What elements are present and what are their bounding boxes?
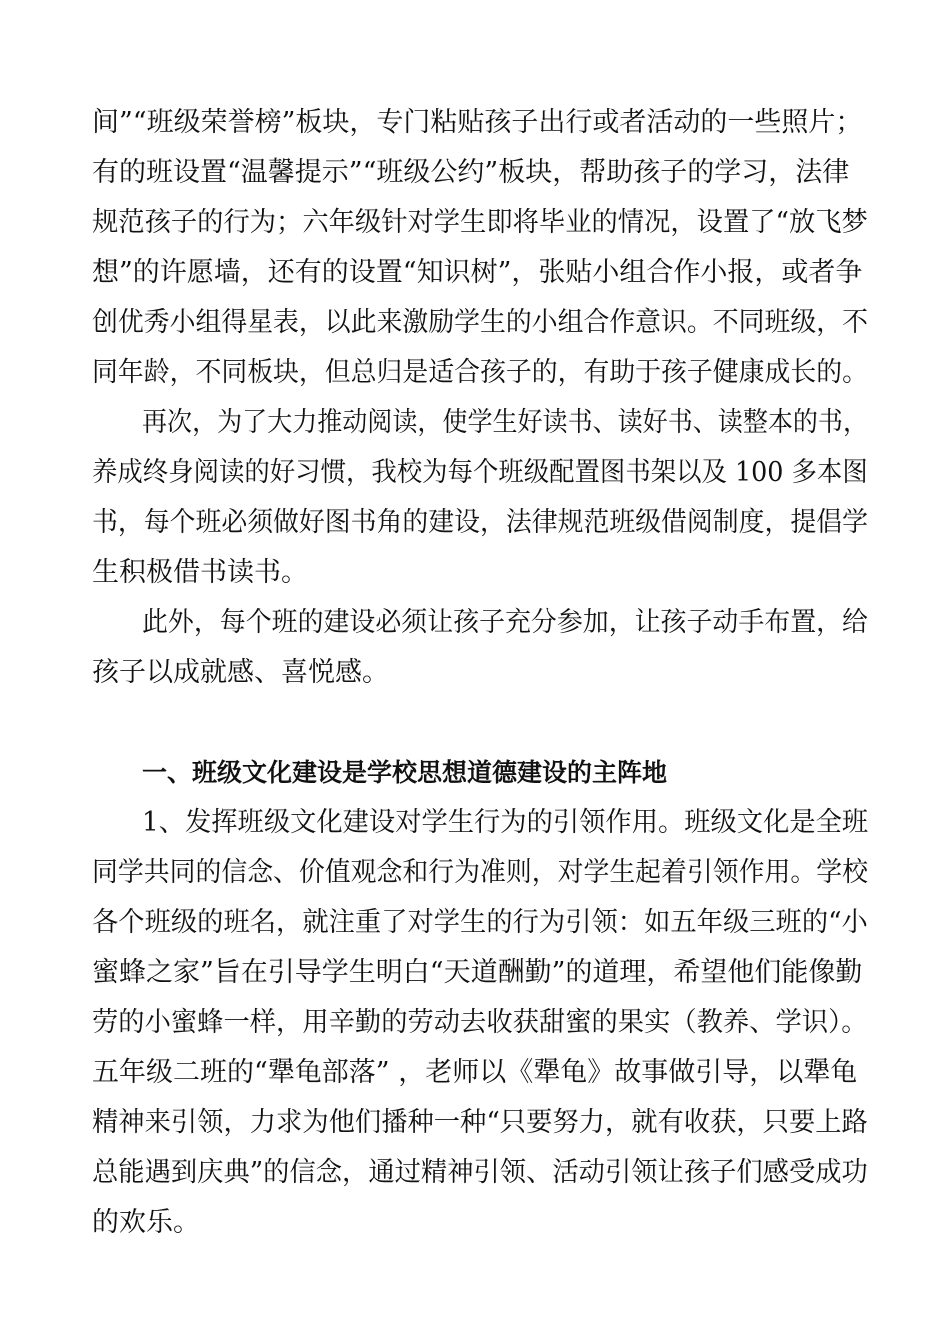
line-text: 间”“班级荣誉榜”板块，专门粘贴孩子出行或者活动的一些照片； [92,107,863,138]
line-text: 想”的许愿墙，还有的设置“知识树”，张贴小组合作小报，或者争 [92,257,863,288]
text-line [0,953,950,993]
line-text: 规范孩子的行为；六年级针对学生即将毕业的情况，设置了“放飞梦 [92,207,868,238]
text-line [0,1203,950,1243]
line-text: 书，每个班必须做好图书角的建设，法律规范班级借阅制度，提倡学 [92,507,868,538]
text-line [0,103,950,143]
line-text: 创优秀小组得星表，以此来激励学生的小组合作意识。不同班级，不 [92,307,868,338]
text-line [0,1153,950,1193]
text-line [0,203,950,243]
line-text: 各个班级的班名，就注重了对学生的行为引领：如五年级三班的“小 [92,907,868,938]
text-line [0,553,950,593]
text-line [0,903,950,943]
text-line [0,503,950,543]
line-text: 五年级二班的“犟龟部落” ，老师以《犟龟》故事做引导，以犟龟 [92,1057,858,1088]
text-line [0,303,950,343]
text-line [0,353,950,393]
line-text: 有的班设置“温馨提示”“班级公约”板块，帮助孩子的学习，法律 [92,157,850,188]
text-line [0,1053,950,1093]
line-text: 总能遇到庆典”的信念，通过精神引领、活动引领让孩子们感受成功 [92,1157,868,1188]
line-text: 劳的小蜜蜂一样，用辛勤的劳动去收获甜蜜的果实（教养、学识）。 [92,1007,868,1038]
line-text: 此外，每个班的建设必须让孩子充分参加，让孩子动手布置，给 [142,607,868,638]
text-line [0,853,950,893]
line-text: 再次，为了大力推动阅读，使学生好读书、读好书、读整本的书， [142,407,868,438]
heading-text: 一、班级文化建设是学校思想道德建设的主阵地 [142,758,668,787]
text-line [0,653,950,693]
paragraph-first-line [0,603,950,643]
text-line [0,1103,950,1143]
text-line [0,453,950,493]
line-text: 同学共同的信念、价值观念和行为准则，对学生起着引领作用。学校 [92,857,868,888]
line-text: 孩子以成就感、喜悦感。 [92,657,389,688]
line-text: 精神来引领，力求为他们播种一种“只要努力，就有收获，只要上路 [92,1107,868,1138]
text-line [0,1003,950,1043]
line-text: 1、发挥班级文化建设对学生行为的引领作用。班级文化是全班 [142,807,869,838]
line-text: 蜜蜂之家”旨在引导学生明白“天道酬勤”的道理，希望他们能像勤 [92,957,863,988]
section-heading [0,753,950,793]
paragraph-first-line [0,403,950,443]
line-text: 养成终身阅读的好习惯，我校为每个班级配置图书架以及 100 多本图 [92,457,868,488]
text-line [0,153,950,193]
text-line [0,253,950,293]
line-text: 的欢乐。 [92,1207,200,1238]
line-text: 同年龄，不同板块，但总归是适合孩子的，有助于孩子健康成长的。 [92,357,868,388]
paragraph-first-line [0,803,950,843]
line-text: 生积极借书读书。 [92,557,308,588]
